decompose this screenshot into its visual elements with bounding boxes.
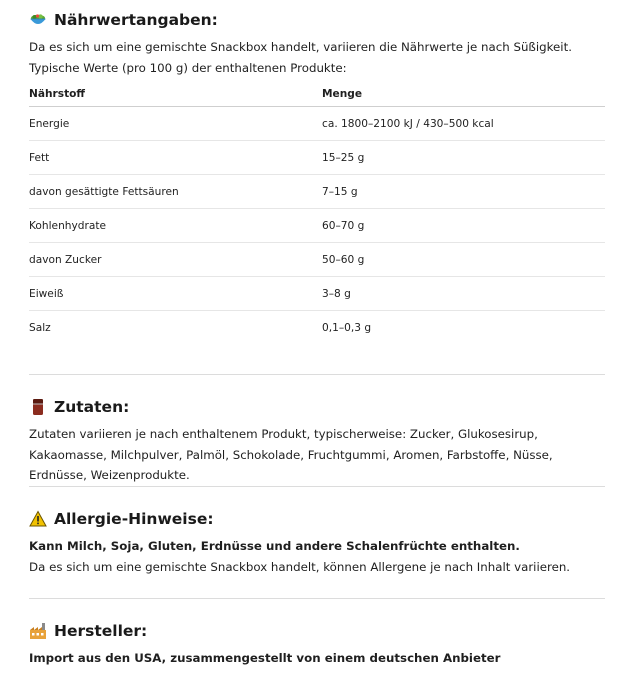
table-cell-amount: 7–15 g	[322, 175, 605, 209]
table-row	[29, 141, 605, 175]
divider	[29, 374, 605, 375]
table-row	[29, 107, 605, 141]
divider	[29, 486, 605, 487]
table-cell-amount: ca. 1800–2100 kJ / 430–500 kcal	[322, 107, 605, 141]
table-cell-amount: 3–8 g	[322, 277, 605, 311]
table-cell-nutrient: Fett	[29, 141, 322, 175]
table-cell-nutrient: davon Zucker	[29, 243, 322, 277]
warning-icon	[29, 510, 47, 528]
table-header-menge: Menge	[322, 82, 605, 107]
allergy-title: Allergie-Hinweise:	[54, 510, 214, 528]
table-row	[29, 311, 605, 345]
ingredients-text: Zutaten variieren je nach enthaltenem Produkt, typischerweise: Zucker, Glukosesirup, Kakaomasse, Milchpulver, Palmöl, Schokolade, Fruchtgummi, Aromen, Farbstoffe, Nüsse, Erdnüsse, Weizenprodukte.	[29, 427, 553, 482]
allergy-heading	[29, 508, 605, 530]
table-header-row	[29, 82, 605, 107]
table-row	[29, 243, 605, 277]
nutrition-intro: Da es sich um eine gemischte Snackbox handelt, variieren die Nährwerte je nach Süßigkeit. Typische Werte (pro 100 g) der enthaltenen Produkte:	[29, 40, 572, 75]
factory-icon	[29, 622, 47, 640]
allergy-note-text: Da es sich um eine gemischte Snackbox handelt, können Allergene je nach Inhalt variieren.	[29, 559, 571, 574]
ingredients-heading	[29, 396, 605, 418]
ingredients-title: Zutaten:	[54, 398, 130, 416]
table-cell-nutrient: Kohlenhydrate	[29, 209, 322, 243]
divider	[29, 598, 605, 599]
nutrition-section	[29, 9, 605, 344]
table-cell-nutrient: Salz	[29, 321, 51, 334]
allergy-section	[29, 508, 605, 577]
ingredients-section	[29, 396, 605, 486]
table-row	[29, 209, 605, 243]
table-cell-amount: 15–25 g	[322, 141, 605, 175]
table-cell-amount: 0,1–0,3 g	[322, 321, 372, 334]
table-cell-nutrient: Energie	[29, 107, 322, 141]
table-row	[29, 175, 605, 209]
nutrition-title: Nährwertangaben:	[54, 11, 218, 29]
table-header-naehrstoff: Nährstoff	[29, 82, 322, 107]
nutrition-heading	[29, 9, 605, 31]
table-cell-amount: 50–60 g	[322, 243, 605, 277]
manufacturer-text: Import aus den USA, zusammengestellt von einem deutschen Anbieter	[29, 651, 501, 665]
manufacturer-title: Hersteller:	[54, 622, 148, 640]
table-cell-nutrient: davon gesättigte Fettsäuren	[29, 175, 322, 209]
table-cell-nutrient: Eiweiß	[29, 277, 322, 311]
manufacturer-heading	[29, 620, 605, 642]
salad-bowl-icon	[29, 11, 47, 29]
nutrition-table	[29, 82, 605, 344]
allergy-warning-text: Kann Milch, Soja, Gluten, Erdnüsse und andere Schalenfrüchte enthalten.	[29, 539, 520, 553]
table-row	[29, 277, 605, 311]
table-cell-amount: 60–70 g	[322, 209, 605, 243]
manufacturer-section	[29, 620, 605, 669]
chocolate-bar-icon	[29, 398, 47, 416]
